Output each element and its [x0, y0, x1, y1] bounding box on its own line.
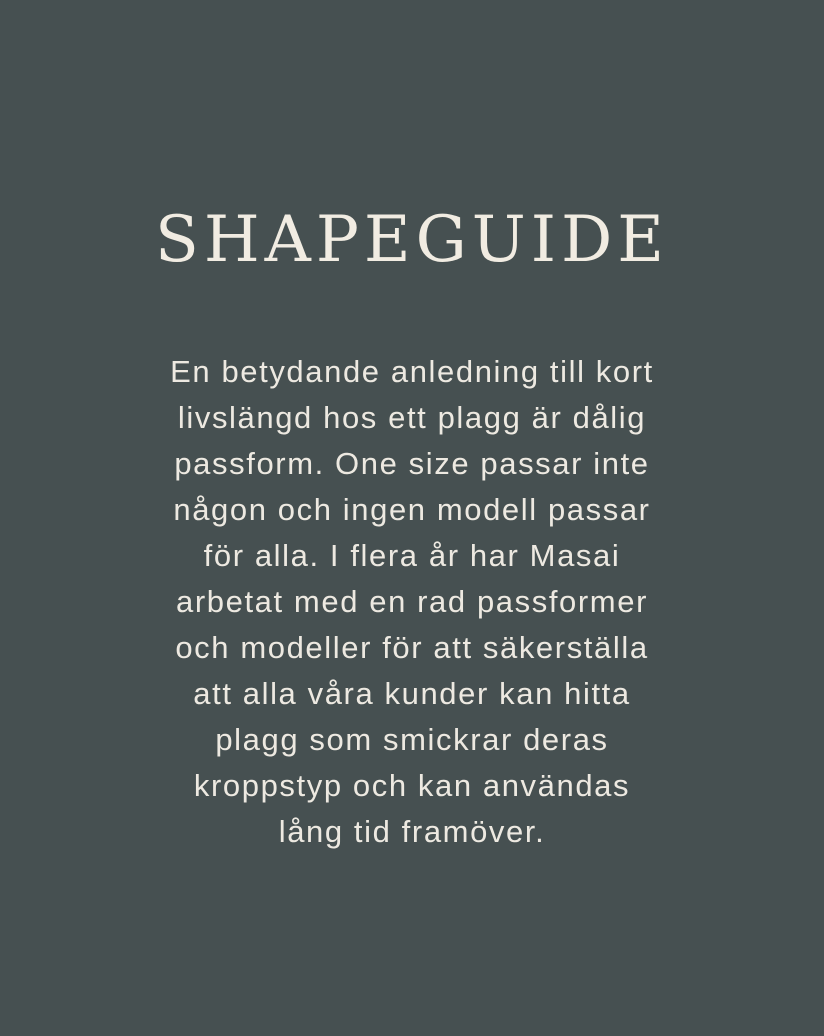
description-line: att alla våra kunder kan hitta: [193, 676, 631, 711]
description-line: kroppstyp och kan användas: [193, 768, 631, 803]
description-line: lång tid framöver.: [278, 814, 546, 849]
description-line: och modeller för att säkerställa: [175, 630, 649, 665]
description-line: arbetat med en rad passformer: [176, 584, 648, 619]
description-line: livslängd hos ett plagg är dålig: [177, 400, 647, 435]
description-line: någon och ingen modell passar: [173, 492, 651, 527]
description-text: [100, 349, 724, 855]
page-title: SHAPEGUIDE: [154, 203, 670, 277]
description-line: passform. One size passar inte: [174, 446, 650, 481]
description-line: för alla. I flera år har Masai: [203, 538, 621, 573]
description-line: plagg som smickrar deras: [215, 722, 609, 757]
description-line: En betydande anledning till kort: [170, 354, 654, 389]
